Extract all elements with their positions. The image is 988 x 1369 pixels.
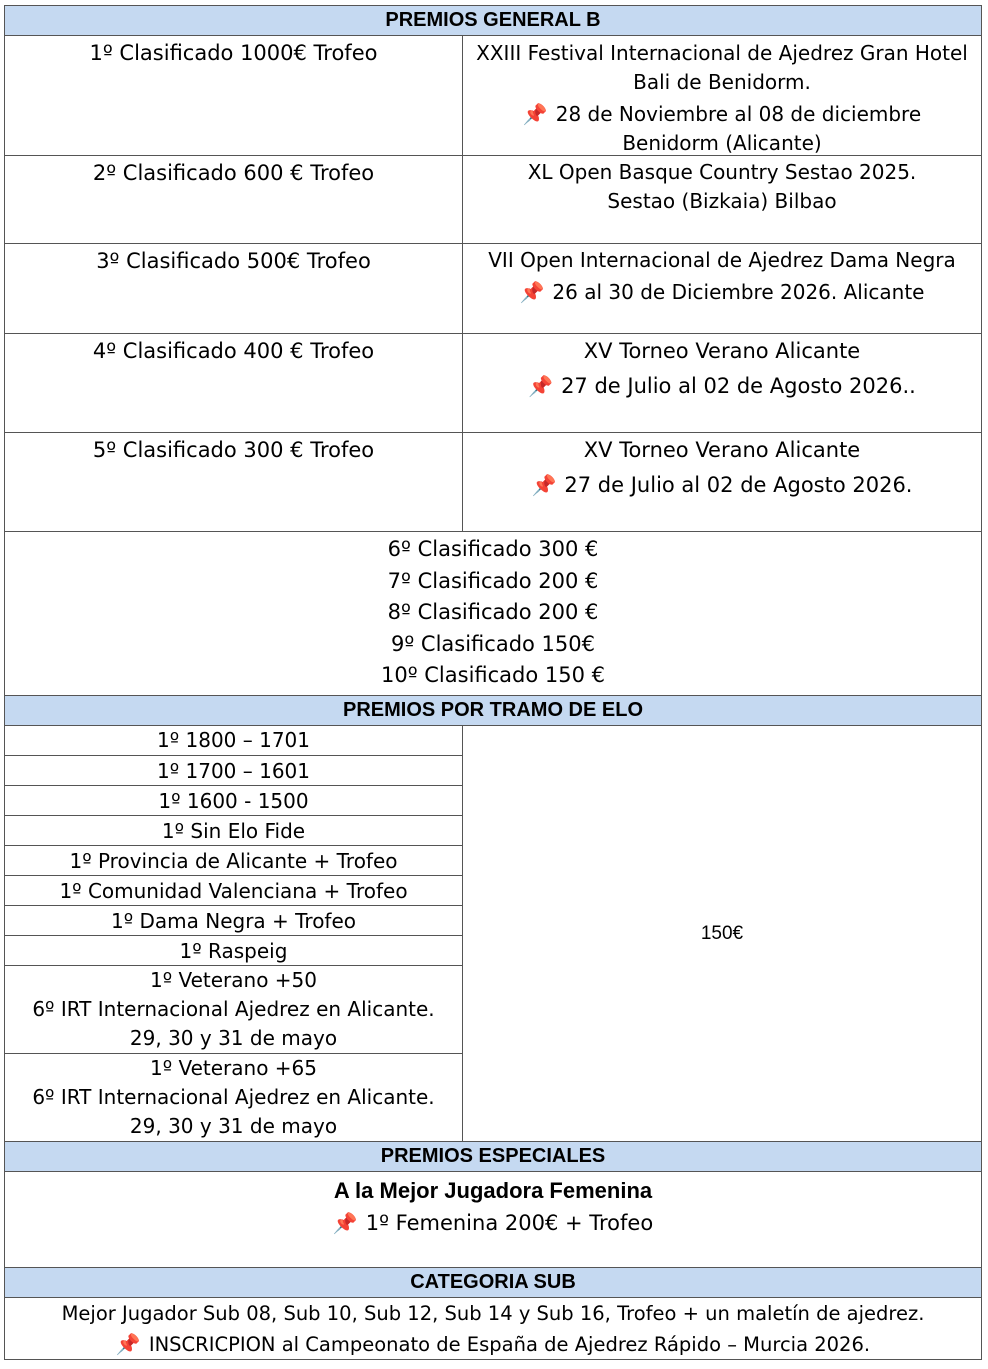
tournament-cell: VII Open Internacional de Ajedrez Dama Negra 📌 26 al 30 de Diciembre 2026. Alicante xyxy=(488,248,956,304)
pushpin-icon: 📌 xyxy=(519,280,545,304)
pushpin-icon: 📌 xyxy=(528,374,554,398)
especiales-header: PREMIOS ESPECIALES xyxy=(4,1141,982,1172)
veteran-50: 1º Veterano +50 6º IRT Internacional Ajedrez en Alicante. 29, 30 y 31 de mayo xyxy=(4,965,463,1054)
elo-item: 1º 1700 – 1601 xyxy=(4,755,463,786)
especiales-body: A la Mejor Jugadora Femenina 📌 1º Femenina 200€ + Trofeo xyxy=(4,1171,982,1268)
general-row-3 xyxy=(4,243,982,334)
pushpin-icon: 📌 xyxy=(522,102,548,126)
general-row-4 xyxy=(4,333,982,433)
veteran-65: 1º Veterano +65 6º IRT Internacional Ajedrez en Alicante. 29, 30 y 31 de mayo xyxy=(4,1053,463,1142)
elo-item: 1º Comunidad Valenciana + Trofeo xyxy=(4,875,463,906)
prize-cell: 2º Clasificado 600 € Trofeo xyxy=(5,156,463,243)
sub-header: CATEGORIA SUB xyxy=(4,1267,982,1298)
elo-item: 1º Sin Elo Fide xyxy=(4,815,463,846)
elo-item: 1º 1800 – 1701 xyxy=(4,725,463,756)
tournament-cell: XXIII Festival Internacional de Ajedrez Gran Hotel Bali de Benidorm. 📌 28 de Noviembre al 08 de diciembre Benidorm (Alicante) xyxy=(476,41,968,155)
other-prizes: 6º Clasificado 300 € 7º Clasificado 200 € 8º Clasificado 200 € 9º Clasificado 150€ 10º Clasificado 150 € xyxy=(4,531,982,696)
tournament-cell: XV Torneo Verano Alicante 📌 27 de Julio al 02 de Agosto 2026. xyxy=(531,438,913,497)
pushpin-icon: 📌 xyxy=(115,1332,141,1356)
pushpin-icon: 📌 xyxy=(531,473,557,497)
elo-item: 1º Dama Negra + Trofeo xyxy=(4,905,463,936)
pushpin-icon: 📌 xyxy=(332,1211,358,1235)
general-row-5 xyxy=(4,432,982,532)
prize-cell: 3º Clasificado 500€ Trofeo xyxy=(5,244,463,333)
elo-item: 1º Provincia de Alicante + Trofeo xyxy=(4,845,463,876)
prize-cell: 4º Clasificado 400 € Trofeo xyxy=(5,334,463,432)
tournament-cell: XV Torneo Verano Alicante 📌 27 de Julio al 02 de Agosto 2026.. xyxy=(528,339,916,398)
prize-cell: 5º Clasificado 300 € Trofeo xyxy=(5,433,463,531)
general-header: PREMIOS GENERAL B xyxy=(4,5,982,36)
general-row-2 xyxy=(4,155,982,244)
elo-item: 1º Raspeig xyxy=(4,935,463,966)
elo-amount: 150€ xyxy=(700,922,744,944)
prize-cell: 1º Clasificado 1000€ Trofeo xyxy=(5,36,463,155)
general-row-1 xyxy=(4,35,982,156)
elo-header: PREMIOS POR TRAMO DE ELO xyxy=(4,695,982,726)
tournament-cell: XL Open Basque Country Sestao 2025. Sestao (Bizkaia) Bilbao xyxy=(527,160,917,213)
elo-item: 1º 1600 - 1500 xyxy=(4,785,463,816)
sub-body: Mejor Jugador Sub 08, Sub 10, Sub 12, Sub 14 y Sub 16, Trofeo + un maletín de ajedrez. 📌 INSCRICPION al Campeonato de España de Ajedrez Rápido – Murcia 2026. xyxy=(4,1297,982,1360)
